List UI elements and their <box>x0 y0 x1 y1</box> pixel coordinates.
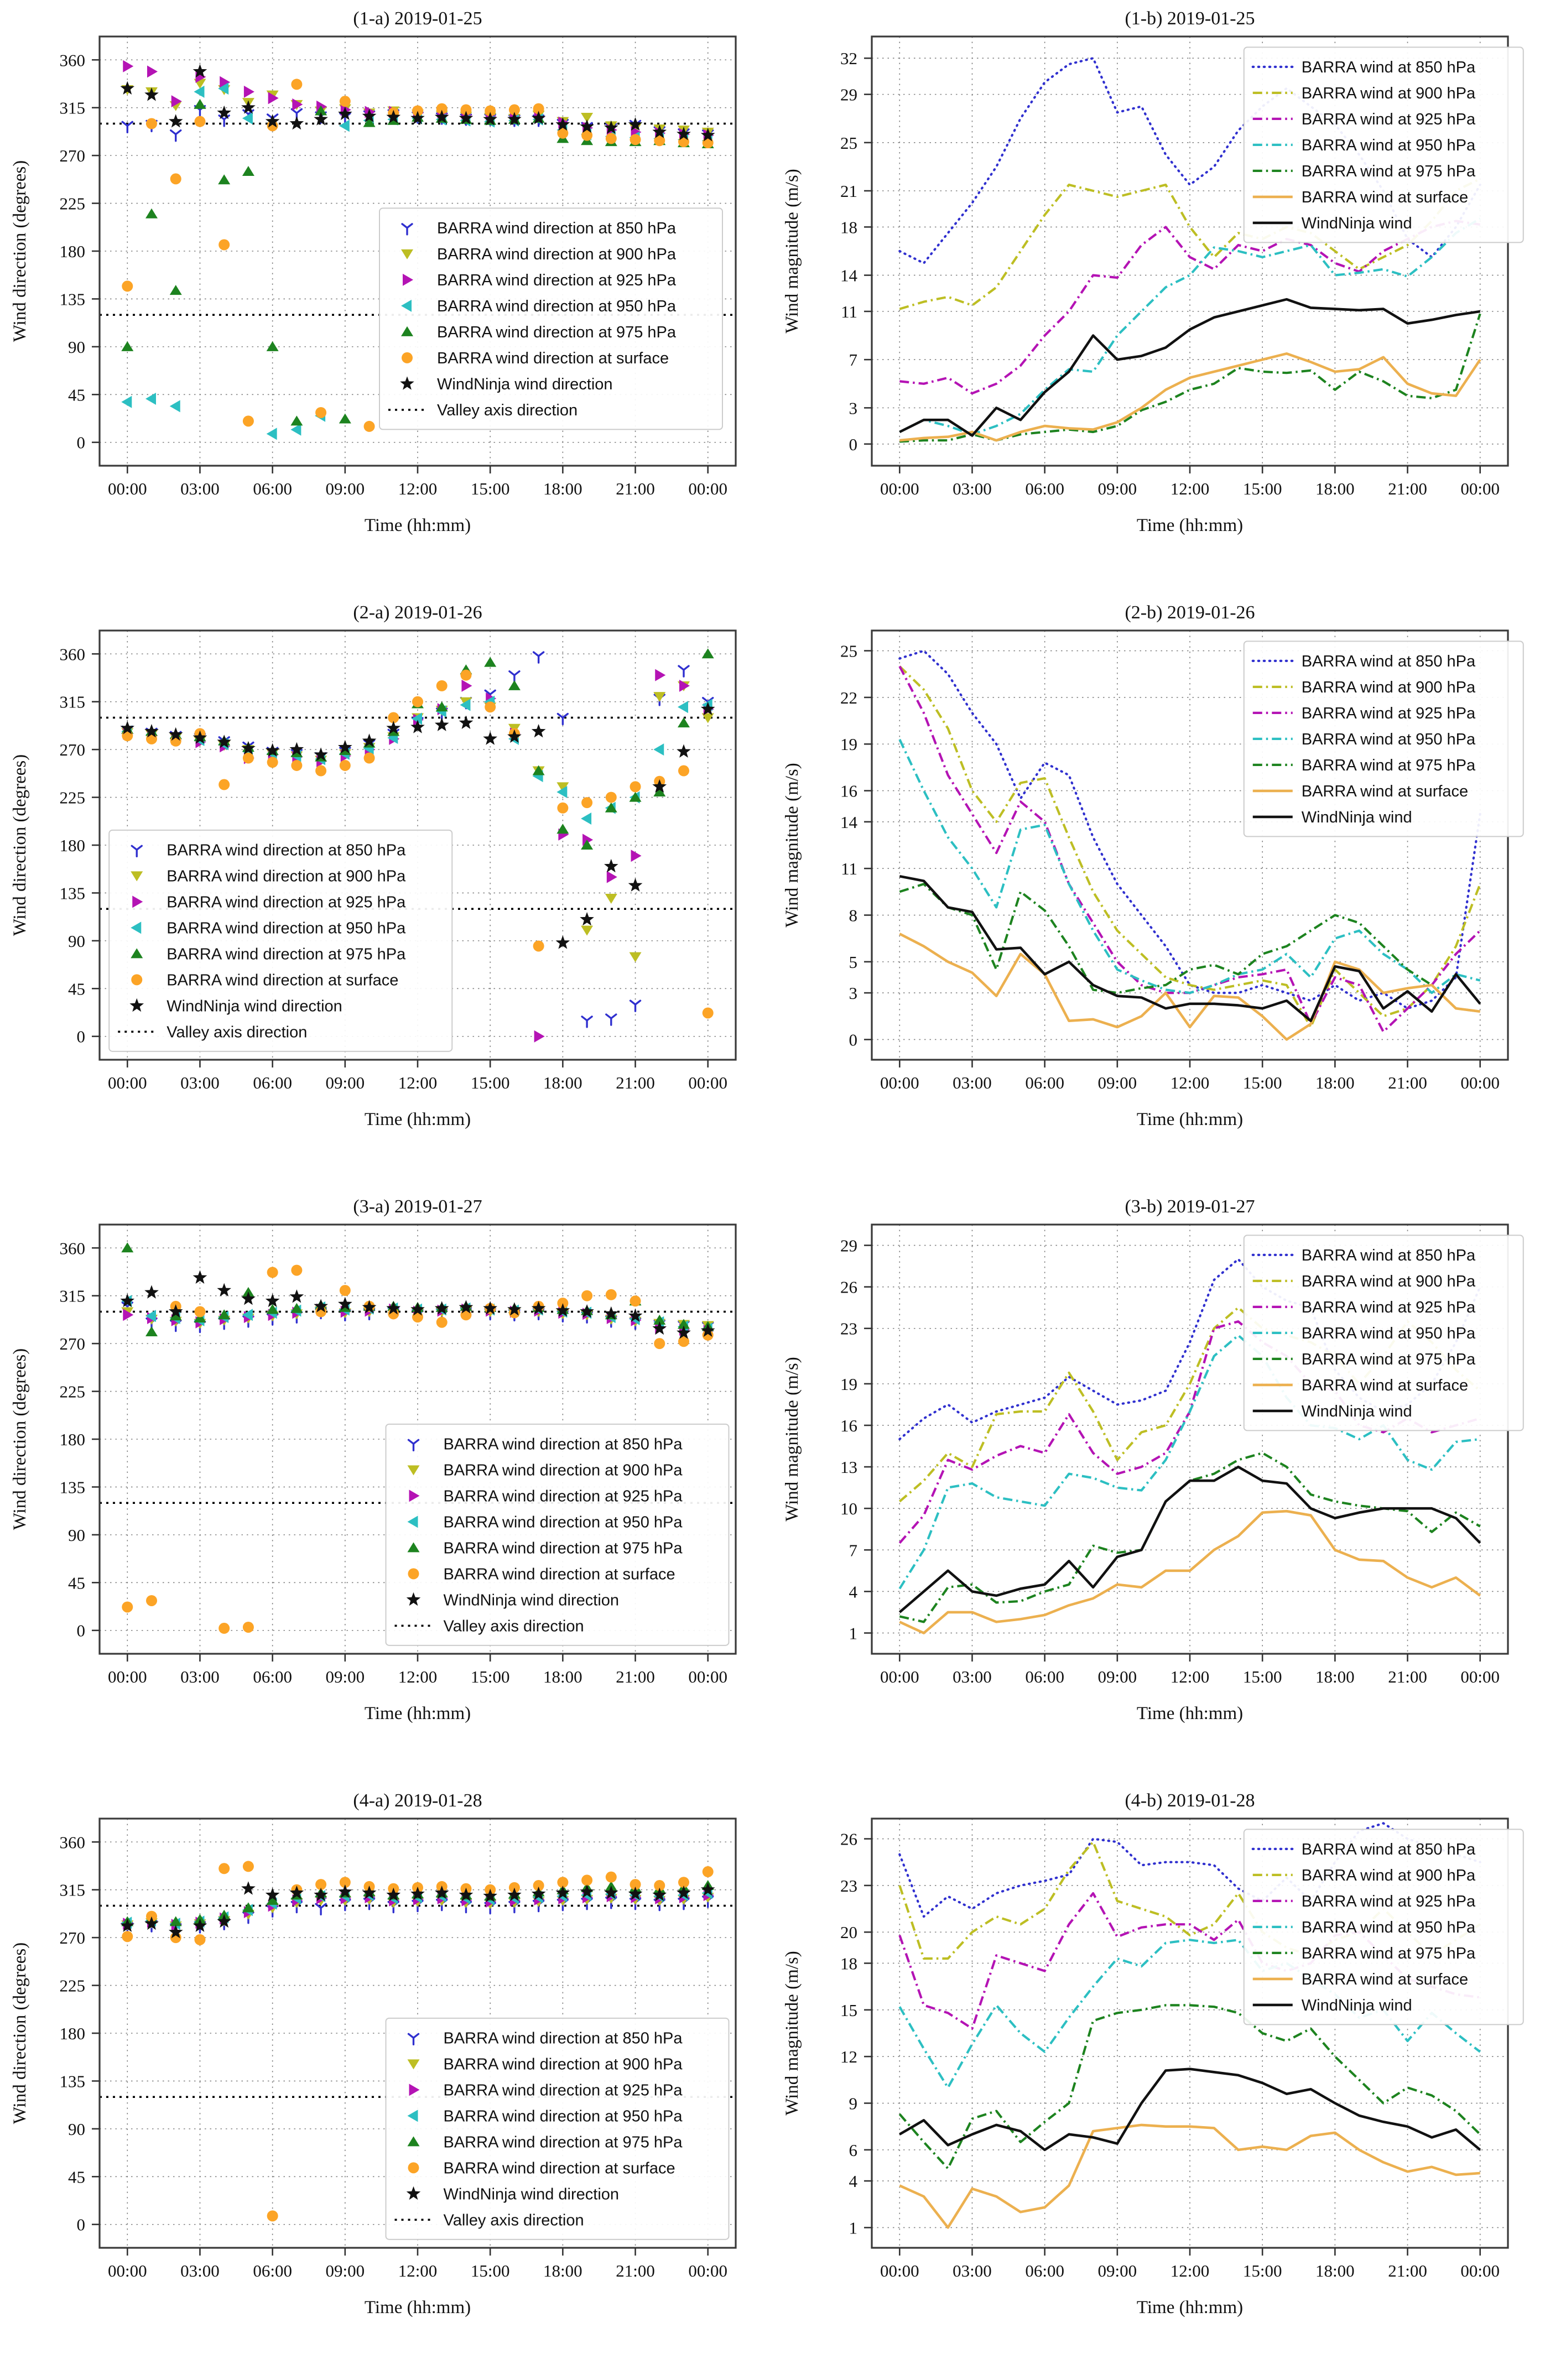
legend-label: BARRA wind at 975 hPa <box>1301 1350 1476 1368</box>
legend-label: BARRA wind at surface <box>1301 1376 1469 1394</box>
chart-title: (4-b) 2019-01-28 <box>1125 1790 1255 1811</box>
y-tick-label: 1 <box>849 1623 857 1643</box>
y-tick-label: 9 <box>849 2093 857 2113</box>
x-tick-label: 09:00 <box>325 1667 365 1686</box>
x-tick-label: 12:00 <box>1170 1667 1210 1686</box>
y-tick-label: 270 <box>59 146 85 166</box>
x-tick-label: 21:00 <box>616 1667 655 1686</box>
legend <box>1244 1235 1523 1430</box>
x-axis-label: Time (hh:mm) <box>1136 2298 1244 2317</box>
legend-entry-barra-wind-direction-at-surface <box>408 2159 675 2177</box>
legend-label: BARRA wind direction at 950 hPa <box>443 2107 683 2126</box>
y-tick-label: 14 <box>840 812 857 832</box>
x-tick-label: 06:00 <box>253 2261 292 2280</box>
x-tick-label: 18:00 <box>543 1667 582 1686</box>
chart-svg-1a <box>0 1 772 595</box>
legend-label: BARRA wind direction at 975 hPa <box>443 2133 683 2152</box>
x-tick-label: 09:00 <box>1097 1667 1137 1686</box>
y-tick-label: 0 <box>76 2215 85 2235</box>
y-tick-label: 45 <box>68 385 85 405</box>
legend-entry-barra-wind-direction-at-950-hpa <box>401 298 677 315</box>
x-tick-label: 21:00 <box>1388 1667 1427 1686</box>
legend-label: BARRA wind at 900 hPa <box>1301 1272 1476 1290</box>
legend-entry-barra-wind-direction-at-925-hpa <box>409 2081 683 2099</box>
y-tick-label: 3 <box>849 398 857 418</box>
legend-label: BARRA wind direction at 850 hPa <box>443 2029 683 2048</box>
legend-label: BARRA wind direction at 900 hPa <box>167 867 406 886</box>
y-tick-label: 32 <box>840 49 857 69</box>
legend-label: Valley axis direction <box>437 401 578 419</box>
x-tick-label: 21:00 <box>1388 479 1427 498</box>
chart-title: (3-b) 2019-01-27 <box>1125 1196 1255 1217</box>
legend-entry-barra-wind-direction-at-900-hpa <box>408 1461 683 1479</box>
y-axis-label: Wind magnitude (m/s) <box>782 169 802 334</box>
x-tick-label: 00:00 <box>107 2261 147 2280</box>
y-tick-label: 4 <box>849 1582 857 1602</box>
subplot-2a <box>0 595 772 1189</box>
legend-label: BARRA wind direction at 950 hPa <box>437 297 677 315</box>
chart-svg-3a <box>0 1189 772 1783</box>
legend-label: BARRA wind at surface <box>1301 782 1469 800</box>
x-tick-label: 00:00 <box>688 479 728 498</box>
x-axis-label: Time (hh:mm) <box>1136 1110 1244 1129</box>
y-tick-label: 6 <box>849 2140 857 2160</box>
legend-label: BARRA wind direction at 925 hPa <box>443 1487 683 1506</box>
legend-entry-barra-wind-direction-at-950-hpa <box>131 919 406 937</box>
x-tick-label: 18:00 <box>543 1073 582 1092</box>
legend <box>109 830 452 1051</box>
legend-label: BARRA wind direction at 950 hPa <box>443 1513 683 1532</box>
x-tick-label: 00:00 <box>1460 2261 1500 2280</box>
x-tick-label: 03:00 <box>953 1667 992 1686</box>
y-tick-label: 7 <box>849 350 857 370</box>
y-tick-label: 135 <box>59 2071 85 2091</box>
x-tick-label: 15:00 <box>470 1073 510 1092</box>
legend-label: BARRA wind at 850 hPa <box>1301 1246 1476 1264</box>
y-tick-label: 315 <box>59 1880 85 1900</box>
subplot-1a <box>0 1 772 595</box>
legend-entry-barra-wind-direction-at-975-hpa <box>401 324 677 341</box>
legend-label: BARRA wind direction at 925 hPa <box>443 2081 683 2100</box>
y-axis-label: Wind magnitude (m/s) <box>782 1951 802 2116</box>
y-tick-label: 25 <box>840 133 857 153</box>
y-tick-label: 315 <box>59 1286 85 1306</box>
y-tick-label: 225 <box>59 1976 85 1996</box>
y-tick-label: 18 <box>840 217 857 237</box>
legend-entry-barra-wind-direction-at-900-hpa <box>131 867 406 885</box>
x-axis-label: Time (hh:mm) <box>1136 1704 1244 1723</box>
legend-label: BARRA wind direction at 900 hPa <box>437 245 677 263</box>
x-tick-label: 15:00 <box>1242 1667 1282 1686</box>
y-tick-label: 26 <box>840 1277 857 1297</box>
y-tick-label: 1 <box>849 2218 857 2238</box>
x-tick-label: 15:00 <box>470 2261 510 2280</box>
y-axis-label: Wind direction (degrees) <box>10 1942 30 2124</box>
legend-label: WindNinja wind <box>1301 1996 1412 2014</box>
x-tick-label: 06:00 <box>1025 1667 1064 1686</box>
chart-title: (2-b) 2019-01-26 <box>1125 602 1255 623</box>
legend-label: Valley axis direction <box>167 1023 308 1041</box>
y-tick-label: 135 <box>59 883 85 903</box>
y-tick-label: 0 <box>76 1621 85 1641</box>
y-tick-label: 360 <box>59 1238 85 1258</box>
x-tick-label: 12:00 <box>398 1667 438 1686</box>
x-tick-label: 00:00 <box>880 2261 919 2280</box>
y-tick-label: 19 <box>840 735 857 754</box>
legend-entry-barra-wind-direction-at-surface <box>402 350 669 367</box>
y-tick-label: 25 <box>840 641 857 661</box>
legend-entry-barra-wind-direction-at-850-hpa <box>402 220 677 237</box>
x-tick-label: 00:00 <box>1460 1073 1500 1092</box>
legend-label: Valley axis direction <box>443 2211 584 2230</box>
x-tick-label: 21:00 <box>616 479 655 498</box>
x-tick-label: 06:00 <box>1025 479 1064 498</box>
legend-label: BARRA wind at 975 hPa <box>1301 756 1476 774</box>
x-tick-label: 00:00 <box>107 1667 147 1686</box>
legend-label: BARRA wind at 850 hPa <box>1301 58 1476 76</box>
y-tick-label: 5 <box>849 952 857 972</box>
y-tick-label: 90 <box>68 337 85 357</box>
y-tick-label: 23 <box>840 1319 857 1339</box>
legend-entry-barra-wind-direction-at-surface <box>131 971 398 989</box>
x-tick-label: 00:00 <box>1460 1667 1500 1686</box>
y-tick-label: 135 <box>59 289 85 309</box>
legend-label: BARRA wind at 950 hPa <box>1301 1918 1476 1936</box>
legend-label: WindNinja wind direction <box>443 1591 620 1610</box>
x-tick-label: 15:00 <box>1242 2261 1282 2280</box>
legend-label: BARRA wind at 900 hPa <box>1301 678 1476 696</box>
legend-entry-barra-wind-direction-at-900-hpa <box>401 246 677 263</box>
y-tick-label: 225 <box>59 1382 85 1402</box>
chart-title: (4-a) 2019-01-28 <box>353 1790 482 1811</box>
chart-svg-2a <box>0 595 772 1189</box>
x-tick-label: 00:00 <box>688 2261 728 2280</box>
y-tick-label: 90 <box>68 2119 85 2139</box>
x-tick-label: 03:00 <box>953 479 992 498</box>
y-tick-label: 45 <box>68 979 85 999</box>
x-tick-label: 03:00 <box>953 1073 992 1092</box>
y-tick-label: 19 <box>840 1374 857 1394</box>
legend-label: BARRA wind at 975 hPa <box>1301 1944 1476 1962</box>
subplot-4b <box>772 1783 1544 2377</box>
legend <box>386 1424 729 1645</box>
y-tick-label: 180 <box>59 2024 85 2043</box>
y-tick-label: 180 <box>59 242 85 261</box>
x-tick-label: 09:00 <box>325 479 365 498</box>
legend-entry-barra-wind-direction-at-925-hpa <box>409 1487 683 1505</box>
y-tick-label: 270 <box>59 740 85 760</box>
x-tick-label: 03:00 <box>180 1667 220 1686</box>
legend-entry-barra-wind-direction-at-950-hpa <box>408 1513 683 1531</box>
y-tick-label: 90 <box>68 931 85 951</box>
legend-label: BARRA wind direction at surface <box>167 971 399 990</box>
y-tick-label: 45 <box>68 2167 85 2187</box>
legend-entry-barra-wind-direction-at-925-hpa <box>132 893 406 911</box>
y-axis-label: Wind magnitude (m/s) <box>782 763 802 928</box>
legend-label: WindNinja wind direction <box>167 997 342 1015</box>
x-tick-label: 03:00 <box>180 479 220 498</box>
chart-title: (1-b) 2019-01-25 <box>1125 8 1255 29</box>
y-tick-label: 360 <box>59 1832 85 1852</box>
y-tick-label: 8 <box>849 905 857 925</box>
chart-svg-1b <box>772 1 1544 595</box>
legend-label: WindNinja wind direction <box>443 2185 620 2204</box>
x-tick-label: 00:00 <box>688 1073 728 1092</box>
x-tick-label: 12:00 <box>398 2261 438 2280</box>
x-tick-label: 18:00 <box>543 2261 582 2280</box>
y-tick-label: 135 <box>59 1477 85 1497</box>
chart-svg-4a <box>0 1783 772 2377</box>
y-tick-label: 16 <box>840 781 857 801</box>
legend-label: BARRA wind direction at 975 hPa <box>437 323 677 341</box>
legend-label: BARRA wind at 925 hPa <box>1301 704 1476 722</box>
y-tick-label: 360 <box>59 644 85 664</box>
y-tick-label: 21 <box>840 181 857 201</box>
y-tick-label: 0 <box>849 1030 857 1050</box>
y-axis-label: Wind direction (degrees) <box>10 754 30 936</box>
legend-entry-barra-wind-direction-at-975-hpa <box>408 2133 683 2151</box>
x-tick-label: 12:00 <box>1170 1073 1210 1092</box>
y-tick-label: 270 <box>59 1928 85 1948</box>
x-tick-label: 00:00 <box>107 1073 147 1092</box>
y-tick-label: 315 <box>59 98 85 118</box>
legend-entry-barra-wind-direction-at-850-hpa <box>132 841 406 859</box>
x-axis-label: Time (hh:mm) <box>364 1704 471 1723</box>
y-tick-label: 4 <box>849 2171 857 2191</box>
legend-label: BARRA wind direction at 850 hPa <box>437 219 677 237</box>
y-tick-label: 12 <box>840 2047 857 2067</box>
x-tick-label: 06:00 <box>1025 2261 1064 2280</box>
legend-label: BARRA wind at surface <box>1301 188 1469 206</box>
legend-label: WindNinja wind direction <box>437 375 613 393</box>
legend-label: BARRA wind at 925 hPa <box>1301 110 1476 128</box>
x-tick-label: 12:00 <box>398 479 438 498</box>
x-tick-label: 06:00 <box>253 1073 292 1092</box>
legend <box>379 208 722 429</box>
legend-label: BARRA wind at 900 hPa <box>1301 84 1476 102</box>
x-tick-label: 18:00 <box>1315 2261 1355 2280</box>
y-tick-label: 180 <box>59 1430 85 1449</box>
y-tick-label: 0 <box>849 434 857 454</box>
chart-svg-4b <box>772 1783 1544 2377</box>
subplot-2b <box>772 595 1544 1189</box>
legend-label: BARRA wind at 950 hPa <box>1301 136 1476 154</box>
y-axis-label: Wind direction (degrees) <box>10 160 30 342</box>
legend-label: BARRA wind direction at 975 hPa <box>443 1539 683 1558</box>
x-tick-label: 21:00 <box>616 1073 655 1092</box>
chart-title: (3-a) 2019-01-27 <box>353 1196 482 1217</box>
y-tick-label: 270 <box>59 1334 85 1354</box>
x-tick-label: 00:00 <box>880 1667 919 1686</box>
x-tick-label: 15:00 <box>470 479 510 498</box>
x-tick-label: 00:00 <box>880 479 919 498</box>
legend-label: BARRA wind at 850 hPa <box>1301 1840 1476 1858</box>
x-tick-label: 21:00 <box>616 2261 655 2280</box>
y-tick-label: 26 <box>840 1829 857 1849</box>
legend-entry-barra-wind-direction-at-950-hpa <box>408 2107 683 2125</box>
chart-title: (1-a) 2019-01-25 <box>353 8 482 29</box>
legend-label: BARRA wind at 900 hPa <box>1301 1866 1476 1884</box>
x-tick-label: 15:00 <box>470 1667 510 1686</box>
x-tick-label: 09:00 <box>1097 1073 1137 1092</box>
y-tick-label: 29 <box>840 1236 857 1256</box>
y-tick-label: 180 <box>59 836 85 855</box>
y-tick-label: 3 <box>849 983 857 1003</box>
legend-label: BARRA wind direction at surface <box>437 349 669 367</box>
y-tick-label: 10 <box>840 1499 857 1519</box>
y-tick-label: 18 <box>840 1954 857 1973</box>
legend-label: WindNinja wind <box>1301 214 1412 232</box>
x-tick-label: 06:00 <box>1025 1073 1064 1092</box>
x-tick-label: 18:00 <box>1315 1073 1355 1092</box>
legend-label: BARRA wind direction at surface <box>443 2159 675 2178</box>
x-tick-label: 18:00 <box>543 479 582 498</box>
legend-label: BARRA wind at 925 hPa <box>1301 1892 1476 1910</box>
y-tick-label: 16 <box>840 1415 857 1435</box>
x-tick-label: 21:00 <box>1388 1073 1427 1092</box>
legend-label: BARRA wind direction at 850 hPa <box>167 841 406 860</box>
y-tick-label: 14 <box>840 265 857 285</box>
legend-label: BARRA wind direction at 850 hPa <box>443 1435 683 1454</box>
y-tick-label: 13 <box>840 1457 857 1477</box>
legend-entry-barra-wind-direction-at-900-hpa <box>408 2055 683 2073</box>
y-tick-label: 20 <box>840 1923 857 1942</box>
x-axis-label: Time (hh:mm) <box>1136 515 1244 535</box>
x-tick-label: 09:00 <box>1097 2261 1137 2280</box>
legend-label: WindNinja wind <box>1301 1402 1412 1420</box>
subplot-1b <box>772 1 1544 595</box>
legend-label: BARRA wind at 925 hPa <box>1301 1298 1476 1316</box>
legend <box>386 2018 729 2240</box>
legend-entry-barra-wind-direction-at-975-hpa <box>408 1539 683 1557</box>
legend-label: BARRA wind at surface <box>1301 1970 1469 1988</box>
chart-title: (2-a) 2019-01-26 <box>353 602 482 623</box>
y-tick-label: 23 <box>840 1876 857 1895</box>
x-tick-label: 12:00 <box>1170 2261 1210 2280</box>
x-tick-label: 03:00 <box>180 2261 220 2280</box>
subplot-3a <box>0 1189 772 1783</box>
y-tick-label: 225 <box>59 788 85 808</box>
x-tick-label: 00:00 <box>880 1073 919 1092</box>
x-tick-label: 00:00 <box>1460 479 1500 498</box>
x-tick-label: 15:00 <box>1242 479 1282 498</box>
legend-entry-barra-wind-direction-at-850-hpa <box>409 1435 683 1453</box>
y-tick-label: 45 <box>68 1573 85 1593</box>
x-tick-label: 00:00 <box>107 479 147 498</box>
legend-label: BARRA wind direction at 925 hPa <box>437 271 677 289</box>
x-tick-label: 03:00 <box>180 1073 220 1092</box>
legend-label: BARRA wind at 850 hPa <box>1301 652 1476 670</box>
legend-label: WindNinja wind <box>1301 808 1412 826</box>
y-tick-label: 15 <box>840 2000 857 2020</box>
y-tick-label: 90 <box>68 1525 85 1545</box>
x-tick-label: 09:00 <box>1097 479 1137 498</box>
legend-label: BARRA wind direction at 925 hPa <box>167 893 406 912</box>
x-tick-label: 00:00 <box>688 1667 728 1686</box>
legend-label: BARRA wind direction at 950 hPa <box>167 919 406 938</box>
y-axis-label: Wind magnitude (m/s) <box>782 1357 802 1522</box>
x-tick-label: 06:00 <box>253 479 292 498</box>
y-tick-label: 315 <box>59 692 85 712</box>
legend-label: BARRA wind direction at 900 hPa <box>443 2055 683 2074</box>
y-tick-label: 11 <box>841 859 857 879</box>
y-tick-label: 225 <box>59 194 85 213</box>
y-tick-label: 29 <box>840 85 857 105</box>
legend <box>1244 47 1523 242</box>
legend-label: BARRA wind at 975 hPa <box>1301 162 1476 180</box>
x-axis-label: Time (hh:mm) <box>364 515 471 535</box>
subplot-3b <box>772 1189 1544 1783</box>
legend-entry-barra-wind-direction-at-850-hpa <box>409 2029 683 2047</box>
x-tick-label: 06:00 <box>253 1667 292 1686</box>
y-tick-label: 7 <box>849 1540 857 1560</box>
x-tick-label: 09:00 <box>325 1073 365 1092</box>
y-tick-label: 0 <box>76 433 85 452</box>
y-tick-label: 22 <box>840 688 857 707</box>
x-tick-label: 18:00 <box>1315 1667 1355 1686</box>
legend-label: Valley axis direction <box>443 1617 584 1636</box>
legend-label: BARRA wind direction at 975 hPa <box>167 945 406 964</box>
legend-entry-barra-wind-direction-at-925-hpa <box>403 272 677 289</box>
x-tick-label: 18:00 <box>1315 479 1355 498</box>
y-tick-label: 11 <box>841 301 857 321</box>
y-tick-label: 360 <box>59 50 85 70</box>
x-tick-label: 15:00 <box>1242 1073 1282 1092</box>
x-tick-label: 21:00 <box>1388 2261 1427 2280</box>
subplot-4a <box>0 1783 772 2377</box>
legend-entry-barra-wind-direction-at-975-hpa <box>131 945 406 963</box>
x-tick-label: 09:00 <box>325 2261 365 2280</box>
legend-label: BARRA wind direction at surface <box>443 1565 675 1584</box>
y-axis-label: Wind direction (degrees) <box>10 1348 30 1530</box>
legend-label: BARRA wind at 950 hPa <box>1301 730 1476 748</box>
chart-svg-3b <box>772 1189 1544 1783</box>
legend-label: BARRA wind at 950 hPa <box>1301 1324 1476 1342</box>
x-tick-label: 03:00 <box>953 2261 992 2280</box>
x-axis-label: Time (hh:mm) <box>364 2298 471 2317</box>
y-tick-label: 0 <box>76 1027 85 1046</box>
x-axis-label: Time (hh:mm) <box>364 1110 471 1129</box>
legend <box>1244 1829 1523 2024</box>
legend-label: BARRA wind direction at 900 hPa <box>443 1461 683 1480</box>
legend <box>1244 641 1523 836</box>
x-tick-label: 12:00 <box>398 1073 438 1092</box>
x-tick-label: 12:00 <box>1170 479 1210 498</box>
legend-entry-barra-wind-direction-at-surface <box>408 1565 675 1583</box>
chart-svg-2b <box>772 595 1544 1189</box>
